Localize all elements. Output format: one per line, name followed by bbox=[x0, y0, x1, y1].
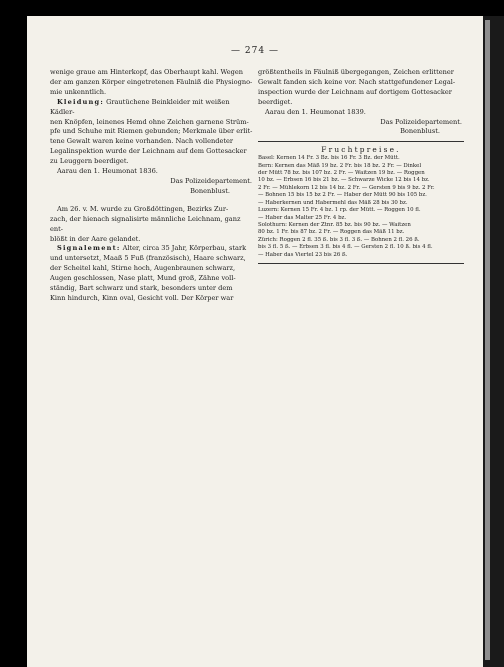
price-line: — Haberkernen und Habermehl das Mäß 28 bis 30 bz. bbox=[258, 199, 408, 206]
left-column bbox=[50, 68, 254, 304]
price-line: Luzern: Kernen 15 Fr. 4 bz. 1 rp. der Mütt. — Roggen 10 fl. bbox=[258, 207, 421, 214]
text-line: der am ganzen Körper eingetretenen Fäulniß die Physiogno- bbox=[50, 77, 253, 86]
price-line: der Mütt 78 bz. bis 107 bz. 2 Fr. — Waitzen 19 bz. — Roggen bbox=[258, 170, 425, 177]
price-line: Basel: Kernen 14 Fr. 3 Bz. bis 16 Fr. 3 Bz. der Mütt. bbox=[258, 155, 400, 162]
text-line: inspection wurde der Leichnam auf dortigem Gottesacker bbox=[258, 87, 452, 96]
page-edge bbox=[483, 16, 504, 667]
text-line: ständig, Bart schwarz und stark, besonders unter dem bbox=[50, 284, 233, 293]
divider bbox=[258, 263, 464, 264]
text-line: der Scheitel kahl, Stirne hoch, Augenbraunen schwarz, bbox=[50, 264, 236, 273]
section-title: Fruchtpreise. bbox=[321, 145, 401, 155]
divider bbox=[258, 141, 464, 142]
signalement-line bbox=[50, 244, 254, 254]
price-line: Bern: Kernen das Mäß 19 bz. 2 Fr. bis 18 bz. 2 Fr. — Dinkel bbox=[258, 162, 422, 169]
price-line: Solothurn: Kernen der Ztnr. 85 bz. bis 90 bz. — Waitzen bbox=[258, 221, 411, 228]
price-line: bis 3 fl. 5 ß. — Erbsen 3 fl. bis 4 fl. — Gersten 2 fl. 10 ß. bis 4 fl. bbox=[258, 244, 433, 251]
text-line: zu Leuggern beerdiget. bbox=[50, 157, 129, 166]
signature-department: Das Polizeidepartement. bbox=[170, 176, 252, 185]
document-page bbox=[27, 16, 483, 667]
kleidung-text: Grautüchene Beinkleider mit weißen Kädler- bbox=[50, 97, 230, 116]
text-line: Legalinspektion wurde der Leichnam auf dem Gottesacker bbox=[50, 147, 247, 156]
price-line: 2 Fr. — Mühlekorn 12 bis 14 bz. 2 Fr. — Gersten 9 bis 9 bz. 2 Fr. bbox=[258, 184, 435, 191]
price-list bbox=[258, 155, 464, 259]
price-line: 80 bz. 1 Fr. bis 87 bz. 2 Fr. — Roggen das Mäß 11 bz. bbox=[258, 229, 405, 236]
price-line: — Bohnen 15 bis 15 bz 2 Fr. — Haber der Mütt 90 bis 105 bz. bbox=[258, 192, 427, 199]
signalement-label: Signalement: bbox=[57, 244, 121, 253]
text-line: Am 26. v. M. wurde zu Großdöttingen, Bezirks Zur- bbox=[57, 204, 229, 213]
text-line: beerdiget. bbox=[258, 97, 293, 106]
text-line: nen Knöpfen, leinenes Hemd ohne Zeichen garnene Strüm- bbox=[50, 117, 249, 126]
signature-department: Das Polizeidepartement. bbox=[380, 117, 462, 126]
date-line: Aarau den 1. Heumonat 1839. bbox=[265, 107, 366, 116]
text-line: wenige graue am Hinterkopf, das Oberhaupt kahl. Wegen bbox=[50, 68, 244, 76]
text-line: größtentheils in Fäulniß übergegangen, Zeichen erlittener bbox=[258, 68, 454, 76]
text-line: blößt in der Aare gelandet. bbox=[50, 234, 141, 243]
page-number: — 274 — bbox=[231, 46, 279, 56]
text-line: Augen geschlossen, Nase platt, Mund groß, Zähne voll- bbox=[50, 274, 236, 283]
text-line: mie unkenntlich. bbox=[50, 87, 107, 96]
text-line: Gewalt fanden sich keine vor. Nach stattgefundener Legal- bbox=[258, 77, 456, 86]
signature-name: Bonenblust. bbox=[190, 186, 230, 195]
price-line: — Haber das Malter 25 Fr. 4 bz. bbox=[258, 214, 347, 221]
kleidung-label: Kleidung: bbox=[57, 97, 104, 106]
price-line: Zürich: Roggen 2 fl. 35 ß. bis 3 fl. 3 ß. — Bohnen 2 fl. 26 ß. bbox=[258, 236, 420, 243]
price-line: — Haber das Viertel 23 bis 26 ß. bbox=[258, 251, 348, 258]
right-column bbox=[258, 68, 464, 267]
text-line: Kinn hindurch, Kinn oval, Gesicht voll. Der Körper war bbox=[50, 293, 234, 302]
text-line: pfe und Schuhe mit Riemen gebunden; Merkmale über erlit- bbox=[50, 127, 253, 136]
price-line: 10 bz. — Erbsen 16 bis 21 bz. — Schwarze Wicke 12 bis 14 bz. bbox=[258, 177, 430, 184]
signature-name: Bonenblust. bbox=[400, 127, 440, 136]
text-line: zach, der hienach signalisirte männliche Leichnam, ganz ent- bbox=[50, 214, 241, 233]
date-line: Aarau den 1. Heumonat 1836. bbox=[57, 167, 158, 176]
kleidung-line bbox=[50, 98, 254, 118]
signalement-text: Alter, circa 35 Jahr, Körperbau, stark bbox=[120, 244, 247, 253]
text-line: tene Gewalt waren keine vorhanden. Nach vollendeter bbox=[50, 137, 234, 146]
text-line: und untersetzt, Maaß 5 Fuß (französisch), Haare schwarz, bbox=[50, 254, 246, 263]
